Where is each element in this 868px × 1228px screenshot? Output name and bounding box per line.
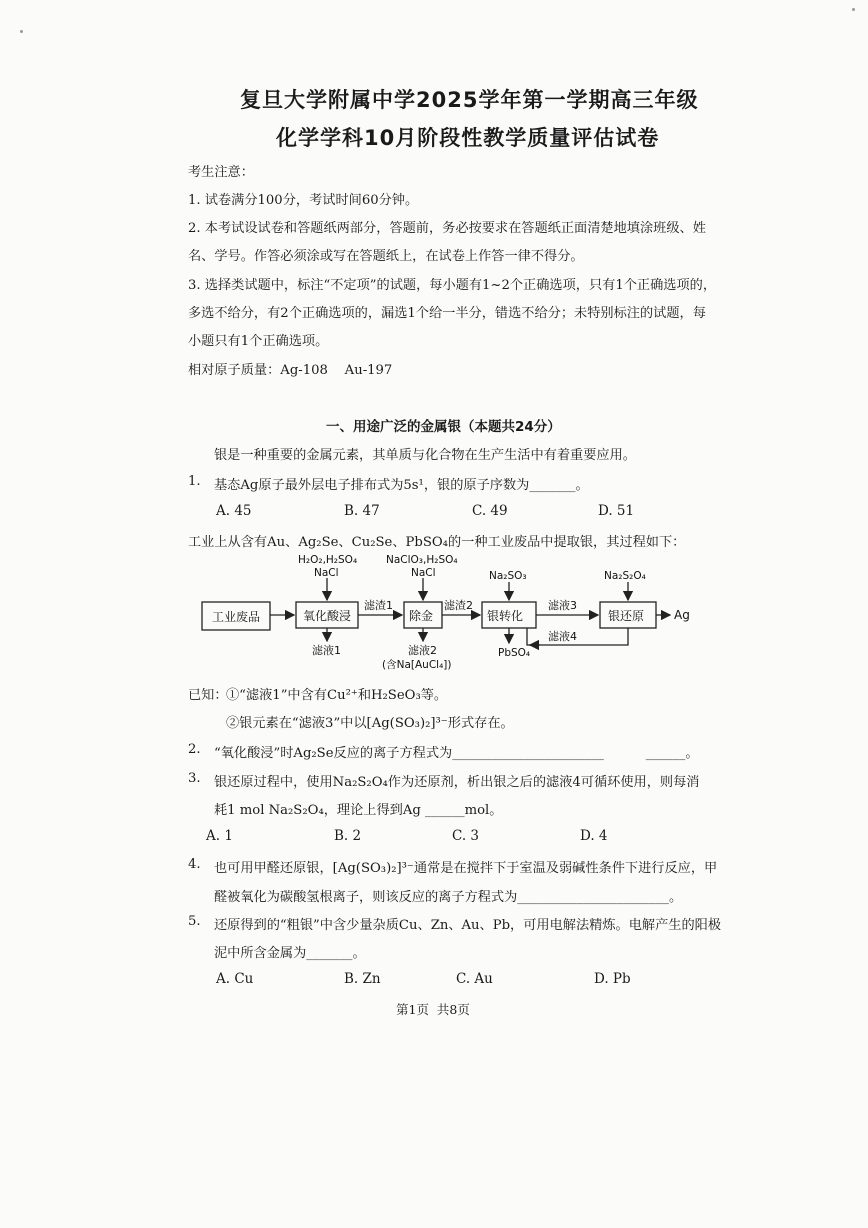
arrow-label-residue2: 滤渣2 (444, 599, 473, 612)
output-pbso4: PbSO₄ (498, 647, 531, 659)
reagent-reduction: Na₂S₂O₄ (604, 570, 646, 582)
question-3-text-cont: 耗1 mol Na₂S₂O₄，理论上得到Ag ______mol。 (214, 803, 503, 818)
question-2-text: “氧化酸浸”时Ag₂Se反应的离子方程式为_______________________ ______。 (214, 746, 699, 761)
notice-item-2: 2. 本考试设试卷和答题纸两部分，答题前，务必按要求在答题纸正面清楚地填涂班级、姓 (188, 221, 706, 236)
q1-option-c[interactable]: C. 49 (472, 503, 508, 519)
question-4-text-cont: 醛被氧化为碳酸氢根离子，则该反应的离子方程式为_______________________。 (214, 890, 683, 905)
q3-option-c[interactable]: C. 3 (452, 828, 480, 844)
arrow-label-filtrate3: 滤液3 (548, 599, 577, 612)
arrow-label-residue1: 滤渣1 (364, 599, 393, 612)
process-intro: 工业上从含有Au、Ag₂Se、Cu₂Se、PbSO₄的一种工业废品中提取银，其过程如下： (188, 535, 686, 550)
flow-box-silver-conversion-label: 银转化 (487, 609, 524, 623)
known-item-2: ②银元素在“滤液3”中以[Ag(SO₃)₂]³⁻形式存在。 (226, 716, 514, 731)
q3-option-b[interactable]: B. 2 (334, 828, 362, 844)
known-label: 已知： (188, 688, 228, 703)
reagent-gold-1: NaClO₃,H₂SO₄ (386, 554, 458, 566)
page-footer: 第1页 共8页 (396, 1002, 470, 1017)
reagent-gold-2: NaCl (411, 567, 436, 579)
q1-option-b[interactable]: B. 47 (344, 503, 380, 519)
output-filtrate2-note: (含Na[AuCl₄]) (382, 659, 452, 671)
question-3-text: 银还原过程中，使用Na₂S₂O₄作为还原剂，析出银之后的滤液4可循环使用，则每消 (214, 775, 700, 790)
q3-option-a[interactable]: A. 1 (206, 828, 233, 844)
section-heading: 一、用途广泛的金属银（本题共24分） (326, 419, 561, 435)
q5-option-c[interactable]: C. Au (456, 971, 493, 987)
question-5-text-cont: 泥中所含金属为_______。 (214, 946, 366, 961)
atomic-mass: 相对原子质量：Ag-108 Au-197 (188, 363, 393, 378)
section-intro: 银是一种重要的金属元素，其单质与化合物在生产生活中有着重要应用。 (214, 448, 636, 463)
reagent-oxidation-2: NaCl (314, 567, 339, 579)
notice-heading: 考生注意： (188, 165, 254, 180)
notice-item-1: 1. 试卷满分100分，考试时间60分钟。 (188, 193, 419, 208)
output-filtrate1: 滤液1 (312, 644, 341, 657)
flow-box-gold-removal-label: 除金 (409, 609, 434, 623)
question-number: 2. (188, 742, 201, 757)
reagent-conversion: Na₂SO₃ (489, 570, 527, 582)
question-number: 1. (188, 474, 201, 489)
product-ag: Ag (674, 608, 690, 622)
notice-item-3: 3. 选择类试题中，标注“不定项”的试题，每小题有1~2个正确选项，只有1个正确选项的， (188, 278, 717, 293)
q3-option-d[interactable]: D. 4 (580, 828, 608, 844)
question-4-text: 也可用甲醛还原银，[Ag(SO₃)₂]³⁻通常是在搅拌下于室温及弱碱性条件下进行反应，甲 (214, 861, 718, 876)
output-filtrate2: 滤液2 (408, 644, 437, 657)
recycle-filtrate4: 滤液4 (548, 630, 577, 643)
question-number: 3. (188, 771, 201, 786)
exam-title-line2: 化学学科10月阶段性教学质量评估试卷 (276, 126, 660, 150)
notice-item-3-cont: 多选不给分，有2个正确选项的，漏选1个给一半分，错选不给分；未特别标注的试题，每 (188, 306, 706, 321)
q5-option-b[interactable]: B. Zn (344, 971, 381, 987)
question-number: 5. (188, 914, 201, 929)
question-5-text: 还原得到的“粗银”中含少量杂质Cu、Zn、Au、Pb，可用电解法精炼。电解产生的阳极 (214, 918, 722, 933)
q1-option-d[interactable]: D. 51 (598, 503, 635, 519)
scan-dot (20, 30, 23, 33)
q5-option-d[interactable]: D. Pb (594, 971, 631, 987)
process-flow-diagram (190, 548, 710, 672)
known-item-1: ①“滤液1”中含有Cu²⁺和H₂SeO₃等。 (226, 688, 448, 703)
notice-item-2-cont: 名、学号。作答必须涂或写在答题纸上，在试卷上作答一律不得分。 (188, 249, 584, 264)
reagent-oxidation-1: H₂O₂,H₂SO₄ (298, 554, 358, 566)
question-number: 4. (188, 857, 201, 872)
q5-option-a[interactable]: A. Cu (216, 971, 254, 987)
flow-box-oxidation-label: 氧化酸浸 (303, 609, 352, 623)
exam-title-line1: 复旦大学附属中学2025学年第一学期高三年级 (240, 88, 699, 112)
q1-option-a[interactable]: A. 45 (216, 503, 252, 519)
flow-box-silver-reduction-label: 银还原 (608, 609, 645, 623)
scan-dot (852, 8, 855, 11)
notice-item-3-cont2: 小题只有1个正确选项。 (188, 334, 329, 349)
question-1-text: 基态Ag原子最外层电子排布式为5s¹，银的原子序数为_______。 (214, 478, 589, 493)
flow-box-waste-label: 工业废品 (212, 610, 261, 624)
